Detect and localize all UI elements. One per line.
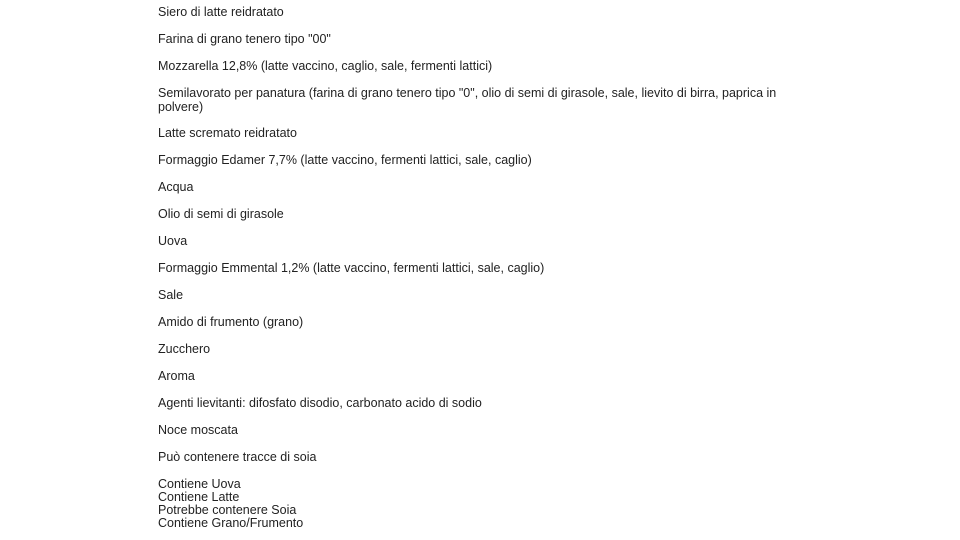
allergen-item: Contiene Uova (158, 477, 241, 491)
ingredient-item: Formaggio Edamer 7,7% (latte vaccino, fermenti lattici, sale, caglio) (158, 153, 532, 167)
ingredient-item: Sale (158, 288, 184, 302)
ingredient-item: Farina di grano tenero tipo "00" (158, 32, 331, 46)
ingredient-item: Amido di frumento (grano) (158, 315, 304, 329)
ingredient-item: Acqua (158, 180, 194, 194)
allergen-item: Potrebbe contenere Soia (158, 503, 297, 517)
ingredient-item: Zucchero (158, 342, 211, 356)
ingredient-item: Uova (158, 234, 188, 248)
allergen-item: Contiene Grano/Frumento (158, 516, 304, 530)
ingredient-item: Latte scremato reidratato (158, 126, 297, 140)
ingredient-item: Agenti lievitanti: difosfato disodio, carbonato acido di sodio (158, 396, 482, 410)
ingredient-item: Formaggio Emmental 1,2% (latte vaccino, fermenti lattici, sale, caglio) (158, 261, 545, 275)
ingredient-item: Noce moscata (158, 423, 238, 437)
ingredient-item: Semilavorato per panatura (farina di grano tenero tipo "0", olio di semi di girasole, sale, lievito di birra, paprica in polvere) (158, 86, 777, 114)
ingredient-item: Aroma (158, 369, 195, 383)
ingredient-item: Olio di semi di girasole (158, 207, 284, 221)
ingredient-item: Mozzarella 12,8% (latte vaccino, caglio, sale, fermenti lattici) (158, 59, 493, 73)
allergen-item: Contiene Latte (158, 490, 240, 504)
ingredient-item: Può contenere tracce di soia (158, 450, 317, 464)
ingredient-item: Siero di latte reidratato (158, 5, 284, 19)
